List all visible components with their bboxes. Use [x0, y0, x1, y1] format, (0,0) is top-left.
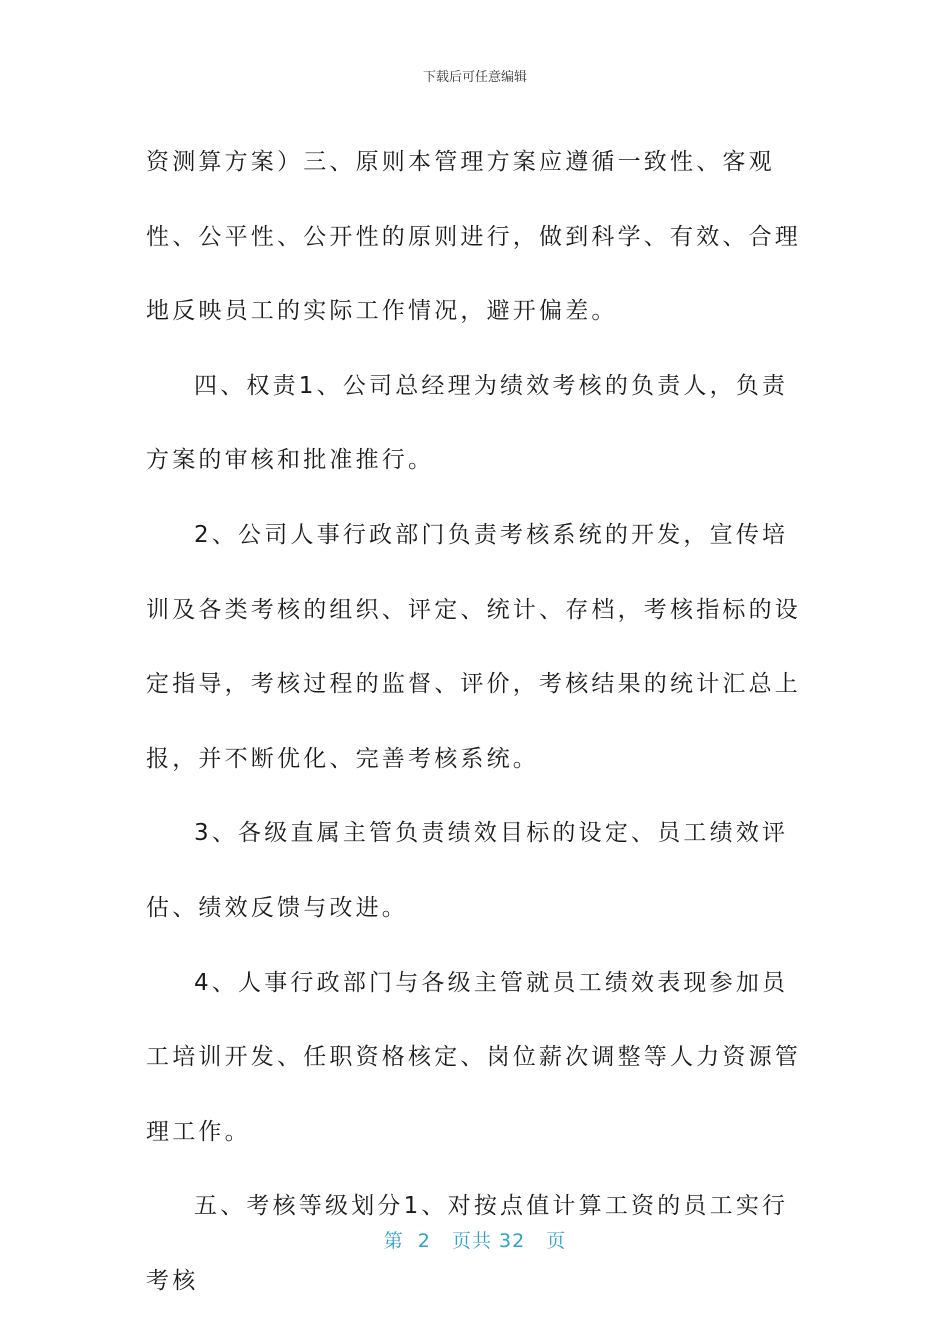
paragraph: 4、人事行政部门与各级主管就员工绩效表现参加员工培训开发、任职资格核定、岗位薪次调整等人力资源管理工作。	[146, 969, 801, 1145]
document-body	[146, 125, 808, 1319]
paragraph: 资测算方案）三、原则本管理方案应遵循一致性、客观性、公平性、公开性的原则进行，做到科学、有效、合理地反映员工的实际工作情况，避开偏差。	[146, 149, 801, 325]
paragraph: 四、权责1、公司总经理为绩效考核的负责人，负责方案的审核和批准推行。	[146, 372, 789, 474]
paragraph: 3、各级直属主管负责绩效目标的设定、员工绩效评估、绩效反馈与改进。	[146, 820, 789, 921]
paragraph: 五、考核等级划分1、对按点值计算工资的员工实行考核	[146, 1193, 789, 1294]
paragraph: 2、公司人事行政部门负责考核系统的开发，宣传培训及各类考核的组织、评定、统计、存档，考核指标的设定指导，考核过程的监督、评价，考核结果的统计汇总上报，并不断优化、完善考核系统。	[146, 521, 801, 772]
page-number-footer: 第 2 页共 32 页	[383, 1230, 567, 1252]
header-note: 下载后可任意编辑	[422, 70, 527, 85]
